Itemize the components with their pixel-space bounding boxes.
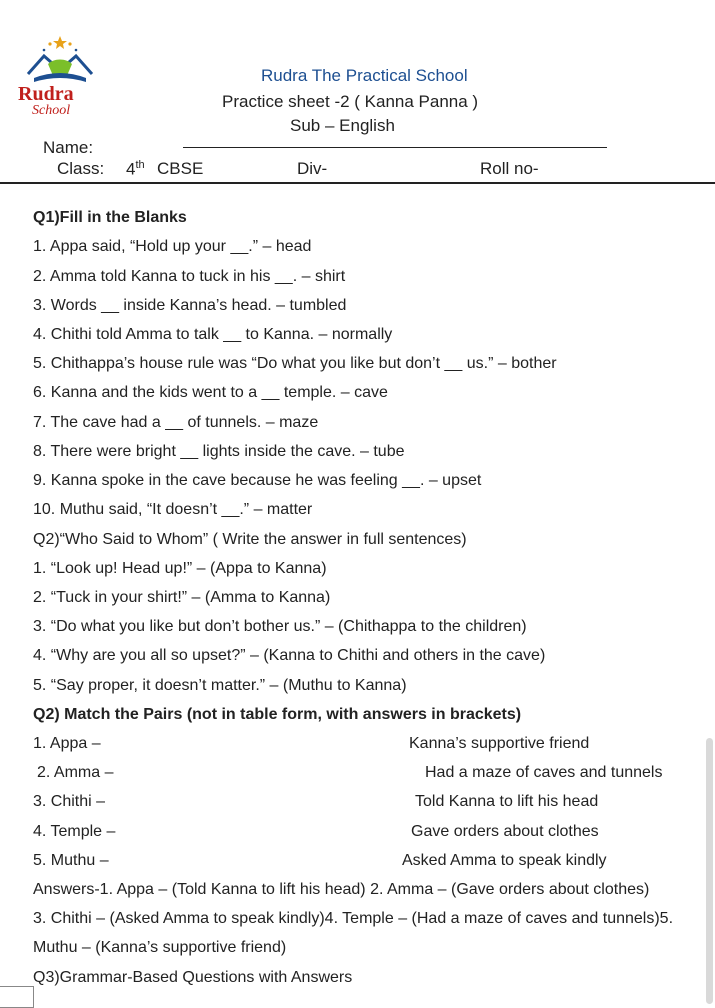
list-item: 5. “Say proper, it doesn’t matter.” – (Muthu to Kanna) [33,677,407,694]
match-left: 1. Appa – [33,735,101,752]
list-item: 6. Kanna and the kids went to a __ temple. – cave [33,384,388,401]
class-value: 4th [126,159,145,179]
list-item: 3. Words __ inside Kanna’s head. – tumbled [33,297,347,314]
list-item: 9. Kanna spoke in the cave because he was feeling __. – upset [33,472,482,489]
div-label: Div- [297,159,328,178]
answers-line: Muthu – (Kanna’s supportive friend) [33,939,287,956]
list-item: 4. “Why are you all so upset?” – (Kanna to Chithi and others in the cave) [33,647,546,664]
star-icon [53,36,67,49]
list-item: 1. “Look up! Head up!” – (Appa to Kanna) [33,560,327,577]
match-left: 2. Amma – [37,764,114,781]
sheet-title: Practice sheet -2 ( Kanna Panna ) [222,92,479,111]
name-underline [183,147,607,148]
list-item: 2. Amma told Kanna to tuck in his __. – shirt [33,268,346,285]
q2b-title: Q2) Match the Pairs (not in table form, with answers in brackets) [33,706,522,723]
scrollbar[interactable] [706,738,713,1004]
name-label: Name: [43,138,94,157]
list-item: 3. “Do what you like but don’t bother us.” – (Chithappa to the children) [33,618,527,635]
q2a-title: Q2)“Who Said to Whom” ( Write the answer in full sentences) [33,531,467,548]
list-item: 10. Muthu said, “It doesn’t __.” – matter [33,501,313,518]
match-right: Asked Amma to speak kindly [402,852,607,869]
match-right: Gave orders about clothes [411,823,599,840]
match-left: 5. Muthu – [33,852,109,869]
q1-title: Q1)Fill in the Blanks [33,209,187,226]
list-item: 1. Appa said, “Hold up your __.” – head [33,238,312,255]
roll-label: Roll no- [480,159,539,178]
answers-line: Answers-1. Appa – (Told Kanna to lift his head) 2. Amma – (Gave orders about clothes) [33,881,650,898]
header-divider [0,182,715,184]
list-item: 8. There were bright __ lights inside the cave. – tube [33,443,405,460]
page-corner-box [0,986,34,1008]
school-name: Rudra The Practical School [261,66,468,85]
list-item: 5. Chithappa’s house rule was “Do what you like but don’t __ us.” – bother [33,355,557,372]
class-board: CBSE [157,159,204,178]
q3-title: Q3)Grammar-Based Questions with Answers [33,969,353,986]
subject-label: Sub – English [290,116,395,135]
match-right: Kanna’s supportive friend [409,735,590,752]
match-left: 4. Temple – [33,823,116,840]
logo-name: Rudra [18,83,74,105]
answers-line: 3. Chithi – (Asked Amma to speak kindly)4. Temple – (Had a maze of caves and tunnels)5. [33,910,674,927]
list-item: 7. The cave had a __ of tunnels. – maze [33,414,319,431]
match-left: 3. Chithi – [33,793,106,810]
match-right: Told Kanna to lift his head [415,793,599,810]
class-label: Class: [57,159,105,178]
logo-sub: School [32,103,71,118]
match-right: Had a maze of caves and tunnels [425,764,663,781]
list-item: 4. Chithi told Amma to talk __ to Kanna. – normally [33,326,393,343]
school-logo [14,34,106,120]
list-item: 2. “Tuck in your shirt!” – (Amma to Kanna) [33,589,331,606]
